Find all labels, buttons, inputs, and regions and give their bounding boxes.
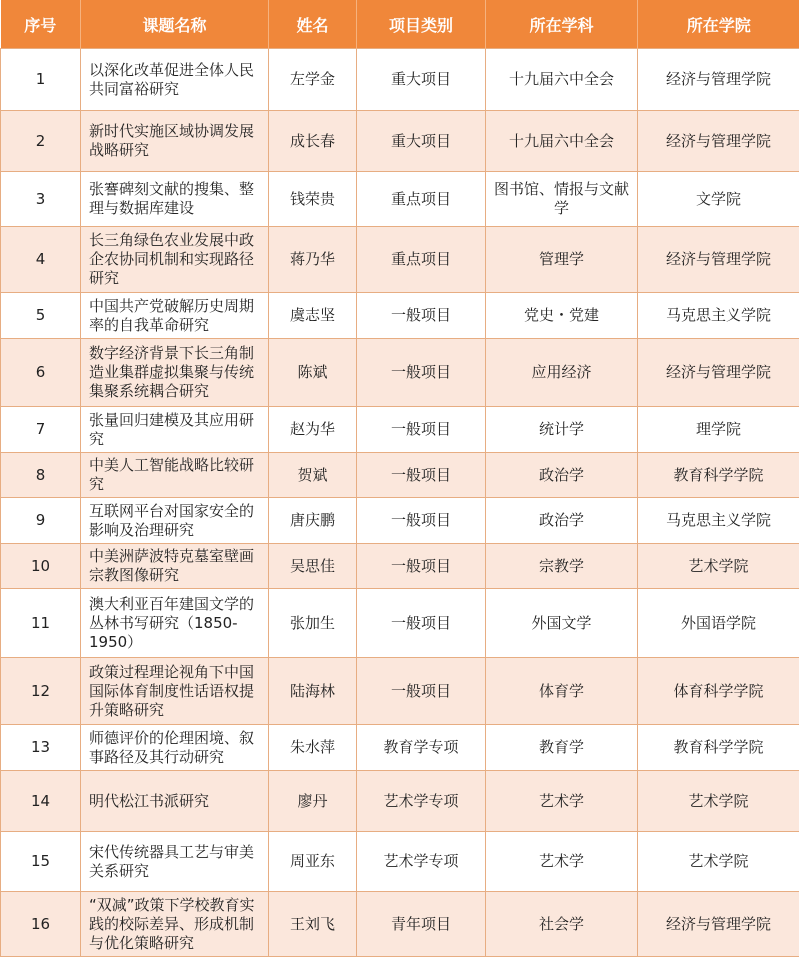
cell-title: 张量回归建模及其应用研究: [81, 407, 269, 453]
cell-discipline: 十九届六中全会: [486, 49, 638, 111]
table-row: [1, 589, 799, 658]
cell-college: 外国语学院: [638, 589, 799, 658]
table-row: [1, 498, 799, 544]
cell-category: 一般项目: [357, 453, 486, 498]
cell-category: 一般项目: [357, 544, 486, 589]
cell-college: 艺术学院: [638, 544, 799, 589]
cell-title: 以深化改革促进全体人民共同富裕研究: [81, 49, 269, 111]
cell-title: 明代松江书派研究: [81, 771, 269, 832]
cell-no: 10: [1, 544, 81, 589]
cell-title: 中美洲萨波特克墓室壁画宗教图像研究: [81, 544, 269, 589]
header-name: 姓名: [269, 0, 357, 49]
header-no: 序号: [1, 0, 81, 49]
cell-title: “双减”政策下学校教育实践的校际差异、形成机制与优化策略研究: [81, 892, 269, 957]
cell-name: 虞志坚: [269, 293, 357, 339]
cell-no: 15: [1, 832, 81, 892]
cell-discipline: 管理学: [486, 227, 638, 293]
table-row: [1, 227, 799, 293]
cell-title: 中美人工智能战略比较研究: [81, 453, 269, 498]
cell-title: 张謇碑刻文献的搜集、整理与数据库建设: [81, 172, 269, 227]
table-row: [1, 407, 799, 453]
cell-name: 成长春: [269, 111, 357, 172]
cell-category: 一般项目: [357, 339, 486, 407]
cell-category: 重大项目: [357, 111, 486, 172]
cell-name: 贺斌: [269, 453, 357, 498]
cell-no: 7: [1, 407, 81, 453]
table-row: [1, 339, 799, 407]
cell-discipline: 政治学: [486, 453, 638, 498]
header-college: 所在学院: [638, 0, 799, 49]
cell-category: 艺术学专项: [357, 832, 486, 892]
header-row: [1, 0, 799, 49]
cell-no: 4: [1, 227, 81, 293]
cell-discipline: 教育学: [486, 725, 638, 771]
table-row: [1, 771, 799, 832]
cell-college: 经济与管理学院: [638, 339, 799, 407]
cell-college: 理学院: [638, 407, 799, 453]
cell-no: 3: [1, 172, 81, 227]
cell-category: 一般项目: [357, 589, 486, 658]
cell-category: 重点项目: [357, 172, 486, 227]
header-title: 课题名称: [81, 0, 269, 49]
cell-title: 师德评价的伦理困境、叙事路径及其行动研究: [81, 725, 269, 771]
cell-no: 16: [1, 892, 81, 957]
cell-name: 钱荣贵: [269, 172, 357, 227]
cell-no: 14: [1, 771, 81, 832]
table-row: [1, 544, 799, 589]
cell-discipline: 艺术学: [486, 771, 638, 832]
cell-name: 左学金: [269, 49, 357, 111]
cell-title: 互联网平台对国家安全的影响及治理研究: [81, 498, 269, 544]
cell-discipline: 艺术学: [486, 832, 638, 892]
cell-name: 王刘飞: [269, 892, 357, 957]
cell-no: 12: [1, 658, 81, 725]
cell-discipline: 应用经济: [486, 339, 638, 407]
cell-no: 2: [1, 111, 81, 172]
cell-name: 唐庆鹏: [269, 498, 357, 544]
cell-title: 长三角绿色农业发展中政企农协同机制和实现路径研究: [81, 227, 269, 293]
table-row: [1, 293, 799, 339]
cell-discipline: 体育学: [486, 658, 638, 725]
cell-discipline: 统计学: [486, 407, 638, 453]
cell-title: 政策过程理论视角下中国国际体育制度性话语权提升策略研究: [81, 658, 269, 725]
table-body: [1, 49, 799, 957]
table-row: [1, 832, 799, 892]
cell-category: 重大项目: [357, 49, 486, 111]
cell-college: 教育科学学院: [638, 453, 799, 498]
cell-no: 5: [1, 293, 81, 339]
cell-title: 新时代实施区域协调发展战略研究: [81, 111, 269, 172]
cell-category: 重点项目: [357, 227, 486, 293]
cell-no: 11: [1, 589, 81, 658]
cell-category: 教育学专项: [357, 725, 486, 771]
cell-category: 青年项目: [357, 892, 486, 957]
cell-name: 陈斌: [269, 339, 357, 407]
cell-no: 1: [1, 49, 81, 111]
cell-no: 6: [1, 339, 81, 407]
cell-college: 经济与管理学院: [638, 892, 799, 957]
cell-name: 赵为华: [269, 407, 357, 453]
cell-name: 朱水萍: [269, 725, 357, 771]
cell-category: 一般项目: [357, 658, 486, 725]
header-category: 项目类别: [357, 0, 486, 49]
cell-category: 一般项目: [357, 498, 486, 544]
cell-discipline: 宗教学: [486, 544, 638, 589]
cell-category: 一般项目: [357, 293, 486, 339]
cell-discipline: 政治学: [486, 498, 638, 544]
cell-college: 经济与管理学院: [638, 111, 799, 172]
cell-no: 8: [1, 453, 81, 498]
cell-category: 一般项目: [357, 407, 486, 453]
cell-name: 吴思佳: [269, 544, 357, 589]
table-row: [1, 453, 799, 498]
cell-college: 马克思主义学院: [638, 293, 799, 339]
cell-name: 陆海林: [269, 658, 357, 725]
cell-discipline: 图书馆、情报与文献学: [486, 172, 638, 227]
header-discipline: 所在学科: [486, 0, 638, 49]
cell-title: 数字经济背景下长三角制造业集群虚拟集聚与传统集聚系统耦合研究: [81, 339, 269, 407]
cell-title: 宋代传统器具工艺与审美关系研究: [81, 832, 269, 892]
cell-title: 中国共产党破解历史周期率的自我革命研究: [81, 293, 269, 339]
cell-discipline: 十九届六中全会: [486, 111, 638, 172]
cell-name: 廖丹: [269, 771, 357, 832]
table-row: [1, 892, 799, 957]
cell-discipline: 社会学: [486, 892, 638, 957]
cell-college: 教育科学学院: [638, 725, 799, 771]
cell-college: 经济与管理学院: [638, 227, 799, 293]
cell-college: 体育科学学院: [638, 658, 799, 725]
cell-name: 周亚东: [269, 832, 357, 892]
cell-no: 13: [1, 725, 81, 771]
cell-college: 艺术学院: [638, 832, 799, 892]
cell-college: 经济与管理学院: [638, 49, 799, 111]
cell-category: 艺术学专项: [357, 771, 486, 832]
cell-name: 张加生: [269, 589, 357, 658]
cell-college: 文学院: [638, 172, 799, 227]
cell-college: 马克思主义学院: [638, 498, 799, 544]
cell-name: 蒋乃华: [269, 227, 357, 293]
table-row: [1, 111, 799, 172]
table-row: [1, 172, 799, 227]
cell-no: 9: [1, 498, 81, 544]
table-row: [1, 725, 799, 771]
cell-title: 澳大利亚百年建国文学的丛林书写研究（1850-1950）: [81, 589, 269, 658]
cell-college: 艺术学院: [638, 771, 799, 832]
table-row: [1, 658, 799, 725]
cell-discipline: 党史・党建: [486, 293, 638, 339]
table-row: [1, 49, 799, 111]
cell-discipline: 外国文学: [486, 589, 638, 658]
